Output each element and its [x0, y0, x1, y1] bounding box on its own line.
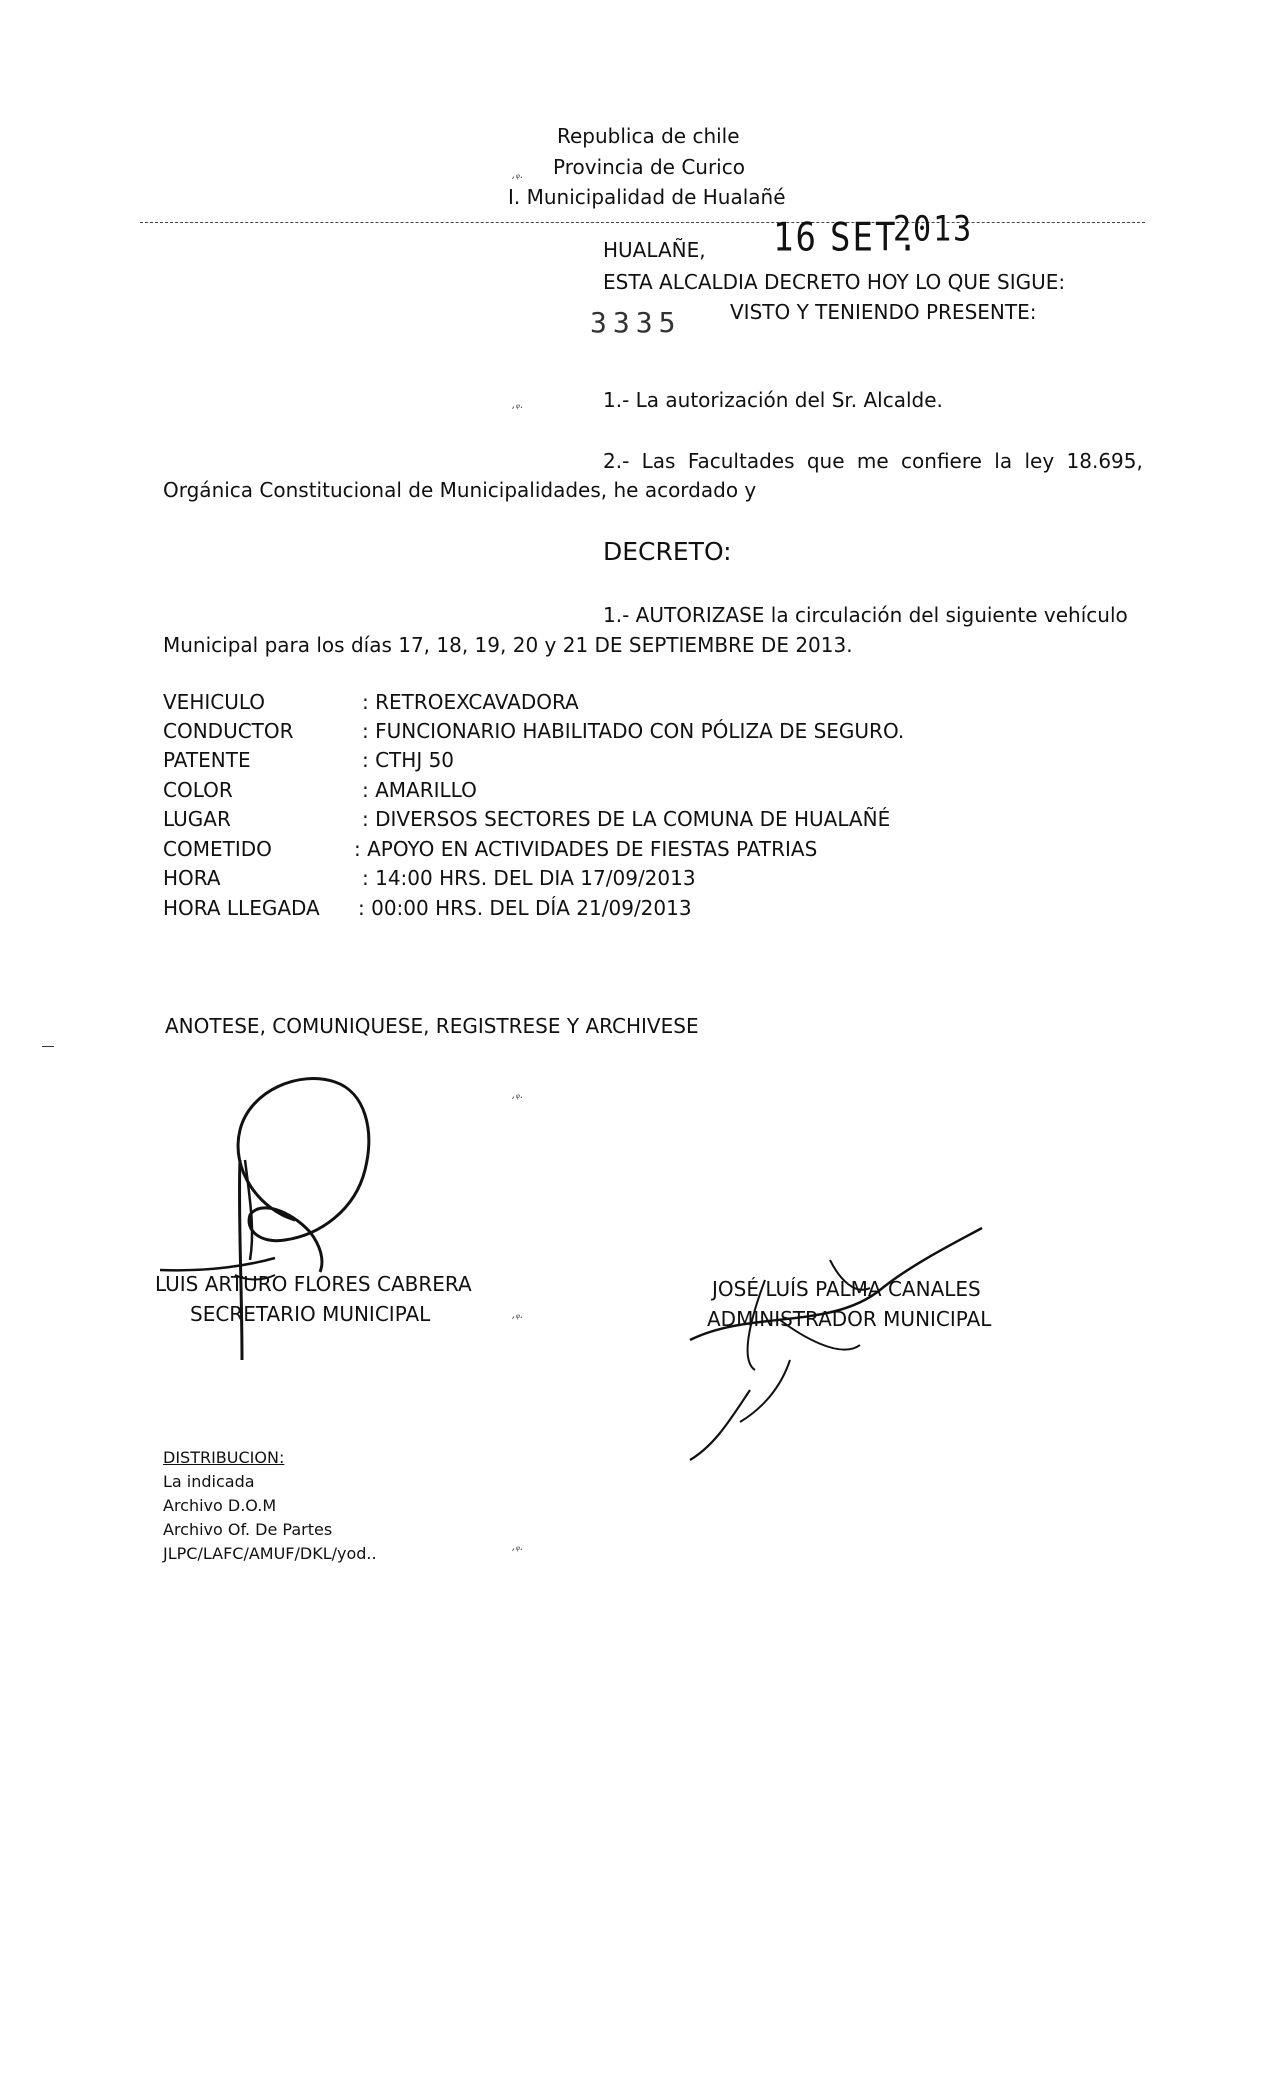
detail-value: : RETROEXCAVADORA	[362, 690, 579, 714]
detail-value: : AMARILLO	[362, 778, 477, 802]
header-province: Provincia de Curico	[553, 155, 745, 179]
detail-value: : 00:00 HRS. DEL DÍA 21/09/2013	[358, 896, 692, 920]
distribution-item: La indicada	[163, 1472, 255, 1491]
distribution-item: JLPC/LAFC/AMUF/DKL/yod..	[163, 1544, 377, 1563]
dateline-place: HUALAÑE,	[603, 238, 706, 262]
decreto-heading: DECRETO:	[603, 537, 732, 566]
detail-label: VEHICULO	[163, 690, 266, 714]
decree-number: 3335	[590, 306, 682, 339]
date-stamp-month: SET.	[830, 215, 920, 261]
closing-formula: ANOTESE, COMUNIQUESE, REGISTRESE Y ARCHIVESE	[165, 1014, 699, 1038]
detail-label: COMETIDO	[163, 837, 272, 861]
scan-mark: ,ᵩ.	[512, 398, 524, 411]
header-republic: Republica de chile	[557, 124, 740, 148]
left-signatory-name: LUIS ARTURO FLORES CABRERA	[155, 1272, 472, 1296]
detail-label: HORA LLEGADA	[163, 896, 320, 920]
distribution-item: Archivo Of. De Partes	[163, 1520, 333, 1539]
right-signatory-name: JOSÉ LUÍS PALMA CANALES	[712, 1277, 981, 1301]
detail-value: : DIVERSOS SECTORES DE LA COMUNA DE HUALAÑÉ	[362, 807, 891, 831]
detail-value: : FUNCIONARIO HABILITADO CON PÓLIZA DE SEGURO.	[362, 719, 905, 743]
date-stamp-year: 2013	[893, 209, 974, 250]
header-divider	[140, 222, 1145, 223]
decreto-item1-line2: Municipal para los días 17, 18, 19, 20 y 21 DE SEPTIEMBRE DE 2013.	[163, 633, 853, 657]
visto-line: VISTO Y TENIENDO PRESENTE:	[730, 300, 1037, 324]
scan-mark: ,ᵩ.	[512, 1540, 524, 1553]
consideration-1: 1.- La autorización del Sr. Alcalde.	[603, 388, 943, 412]
detail-label: COLOR	[163, 778, 233, 802]
distribution-heading: DISTRIBUCION:	[163, 1448, 285, 1467]
detail-label: HORA	[163, 866, 221, 890]
detail-value: : 14:00 HRS. DEL DIA 17/09/2013	[362, 866, 696, 890]
decreto-item1-line1: 1.- AUTORIZASE la circulación del siguiente vehículo	[603, 603, 1128, 627]
detail-label: PATENTE	[163, 748, 251, 772]
decree-intro: ESTA ALCALDIA DECRETO HOY LO QUE SIGUE:	[603, 270, 1066, 294]
scan-mark: ,ᵩ.	[512, 1088, 524, 1101]
header-municipality: I. Municipalidad de Hualañé	[508, 185, 786, 209]
scan-mark: ,ᵩ.	[512, 168, 524, 181]
detail-label: CONDUCTOR	[163, 719, 294, 743]
detail-value: : APOYO EN ACTIVIDADES DE FIESTAS PATRIAS	[354, 837, 818, 861]
right-signatory-title: ADMINISTRADOR MUNICIPAL	[707, 1307, 992, 1331]
scan-mark: ,ᵩ.	[512, 1308, 524, 1321]
consideration-2-line2: Orgánica Constitucional de Municipalidades, he acordado y	[163, 478, 757, 502]
detail-label: LUGAR	[163, 807, 231, 831]
consideration-2-line1: 2.- Las Facultades que me confiere la ley 18.695,	[603, 449, 1143, 473]
date-stamp-day: 16	[773, 215, 818, 261]
distribution-item: Archivo D.O.M	[163, 1496, 277, 1515]
detail-value: : CTHJ 50	[362, 748, 455, 772]
left-signatory-title: SECRETARIO MUNICIPAL	[190, 1302, 431, 1326]
margin-mark	[42, 1046, 54, 1047]
